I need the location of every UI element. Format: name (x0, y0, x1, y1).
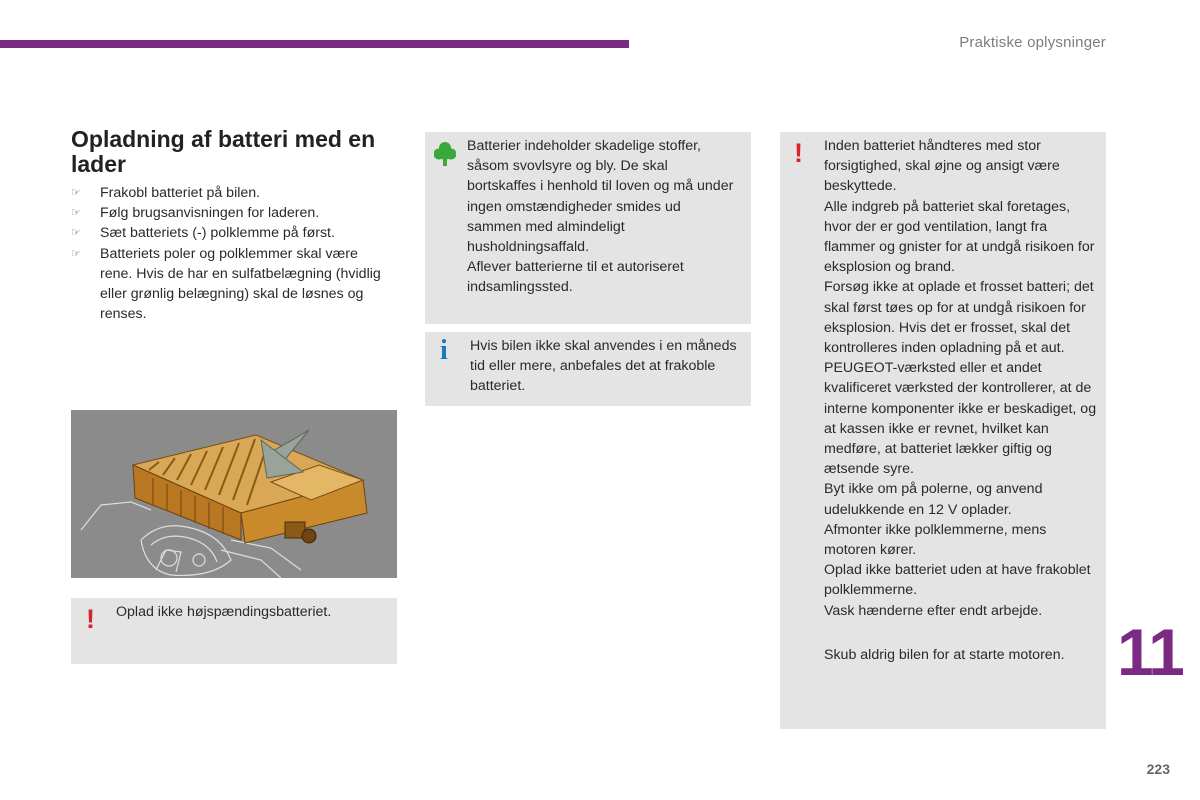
list-item: ☞ Følg brugsanvisningen for laderen. (71, 203, 391, 223)
high-voltage-warning-box (71, 598, 397, 664)
hand-pointer-icon: ☞ (71, 247, 81, 260)
top-accent-bar (0, 40, 629, 48)
battery-illustration (71, 410, 397, 578)
tree-icon (434, 141, 456, 173)
list-item: ☞ Frakobl batteriet på bilen. (71, 183, 391, 203)
battery-drawing (71, 410, 397, 578)
warning-text: Inden batteriet håndteres med stor forsigtighed, skal øjne og ansigt være beskyttede. Alle indgreb på batteriet skal foretages, hvor der er god ventilation, langt fra flammer og gnister for at undgå risikoen for eksplosion og brand. Forsøg ikke at oplade et frosset batteri; det skal først tøes op for at undgå risikoen for eksplosion. Hvis det er frosset, skal det kontrolleres inden opladning på et aut. PEUGEOT-værksted eller et andet kvalificeret værksted der kontrollerer, at de interne komponenter ikke er beskadiget, og at kassen ikke er revnet, hvilket kan medføre, at batteriet lækker giftig og ætsende syre. Byt ikke om på polerne, og anvend udelukkende en 12 V oplader. Afmonter ikke polklemmerne, mens motoren kører. Oplad ikke batteriet uden at have frakoblet polklemmerne. Vask hænderne efter endt arbejde. Skub aldrig bilen for at starte motoren. (824, 138, 1097, 663)
hand-pointer-icon: ☞ (71, 227, 81, 240)
chapter-number: 11 (1117, 615, 1183, 689)
hand-pointer-icon: ☞ (71, 207, 81, 220)
battery-safety-warning-box (780, 132, 1106, 729)
hand-pointer-icon: ☞ (71, 187, 81, 199)
environment-note-box (425, 132, 751, 324)
info-note-box (425, 332, 751, 406)
info-icon: i (440, 335, 448, 366)
environment-text: Batterier indeholder skadelige stoffer, såsom svovlsyre og bly. De skal bortskaffes i henhold til loven og må under ingen omstændigheder smides ud sammen med almindeligt husholdningsaffald. Aflever batterierne til et autoriseret indsamlingssted. (467, 138, 734, 296)
exclamation-icon: ! (794, 138, 803, 168)
steps-list (71, 183, 391, 324)
section-title: Praktiske oplysninger (959, 34, 1106, 51)
warning-text: Oplad ikke højspændingsbatteriet. (116, 604, 332, 620)
list-item: ☞ Sæt batteriets (-) polklemme på først. (71, 223, 391, 243)
list-item: ☞ Batteriets poler og polklemmer skal være rene. Hvis de har en sulfatbelægning (hvidlig eller grønlig belægning) skal de løsnes og renses. (71, 245, 381, 323)
exclamation-icon: ! (86, 604, 95, 634)
page-title: Opladning af batteri med en lader (71, 126, 376, 177)
info-text: Hvis bilen ikke skal anvendes i en måneds tid eller mere, anbefales det at frakoble batteriet. (470, 338, 737, 395)
page-number: 223 (1146, 761, 1170, 777)
